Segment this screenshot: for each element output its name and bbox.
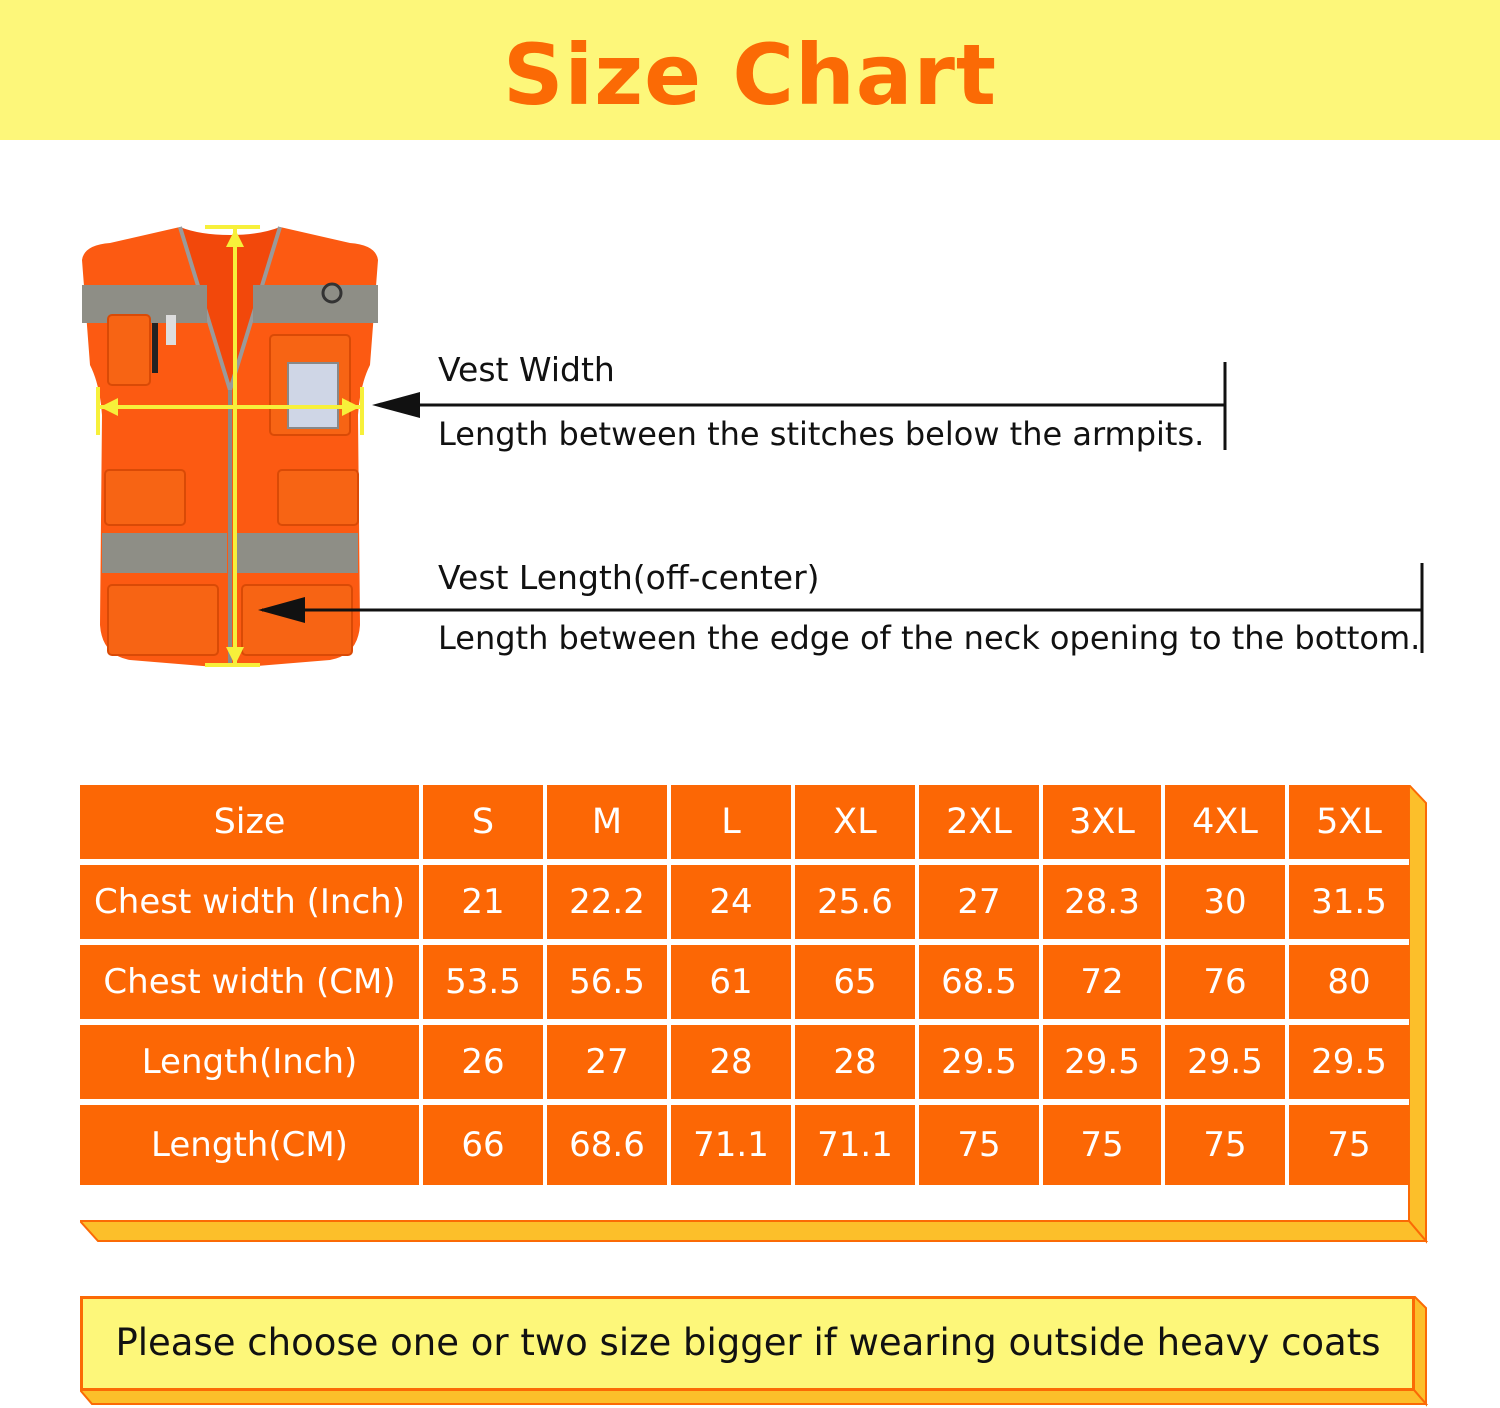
table-cell: 25.6	[795, 865, 919, 945]
size-table-container	[80, 785, 1430, 1245]
size-table	[80, 785, 1409, 1185]
table-row	[80, 1025, 1409, 1105]
page-title: Size Chart	[502, 26, 998, 124]
table-cell: 71.1	[795, 1105, 919, 1185]
table-row	[80, 945, 1409, 1025]
table-cell: 27	[547, 1025, 671, 1105]
row-label: Chest width (Inch)	[80, 865, 423, 945]
vest-length-arrowhead	[258, 597, 305, 623]
table-cell: 72	[1043, 945, 1165, 1025]
vest-width-title: Vest Width	[438, 350, 615, 389]
vest-length-title: Vest Length(off-center)	[438, 558, 820, 597]
table-cell: 75	[1165, 1105, 1289, 1185]
header-cell: Size	[80, 785, 423, 865]
header-cell: 2XL	[919, 785, 1043, 865]
table-cell: 29.5	[919, 1025, 1043, 1105]
table-cell: 30	[1165, 865, 1289, 945]
table-cell: 76	[1165, 945, 1289, 1025]
table-row	[80, 865, 1409, 945]
table-cell: 80	[1289, 945, 1409, 1025]
vest-width-description: Length between the stitches below the armpits.	[438, 415, 1205, 453]
table-cell: 65	[795, 945, 919, 1025]
table-row	[80, 1105, 1409, 1185]
header-cell: L	[671, 785, 795, 865]
table-cell: 28.3	[1043, 865, 1165, 945]
table-cell: 31.5	[1289, 865, 1409, 945]
vest-width-arrowhead	[372, 392, 420, 418]
header-cell: 3XL	[1043, 785, 1165, 865]
table-cell: 26	[423, 1025, 547, 1105]
table-header-row	[80, 785, 1409, 865]
table-cell: 68.5	[919, 945, 1043, 1025]
sizing-note-box	[80, 1296, 1430, 1408]
table-cell: 29.5	[1289, 1025, 1409, 1105]
table-cell: 75	[919, 1105, 1043, 1185]
header-cell: S	[423, 785, 547, 865]
row-label: Length(CM)	[80, 1105, 423, 1185]
header-cell: 4XL	[1165, 785, 1289, 865]
table-cell: 21	[423, 865, 547, 945]
table-cell: 56.5	[547, 945, 671, 1025]
table-cell: 28	[671, 1025, 795, 1105]
table-cell: 53.5	[423, 945, 547, 1025]
table-cell: 75	[1043, 1105, 1165, 1185]
table-cell: 66	[423, 1105, 547, 1185]
sizing-note-text: Please choose one or two size bigger if wearing outside heavy coats	[115, 1320, 1381, 1364]
table-cell: 24	[671, 865, 795, 945]
header-cell: M	[547, 785, 671, 865]
vest-length-description: Length between the edge of the neck opening to the bottom.	[438, 619, 1421, 657]
table-cell: 75	[1289, 1105, 1409, 1185]
row-label: Length(Inch)	[80, 1025, 423, 1105]
table-cell: 61	[671, 945, 795, 1025]
table-cell: 22.2	[547, 865, 671, 945]
table-cell: 68.6	[547, 1105, 671, 1185]
row-label: Chest width (CM)	[80, 945, 423, 1025]
table-cell: 28	[795, 1025, 919, 1105]
header-cell: XL	[795, 785, 919, 865]
header-cell: 5XL	[1289, 785, 1409, 865]
table-cell: 29.5	[1165, 1025, 1289, 1105]
table-cell: 29.5	[1043, 1025, 1165, 1105]
table-cell: 27	[919, 865, 1043, 945]
table-cell: 71.1	[671, 1105, 795, 1185]
